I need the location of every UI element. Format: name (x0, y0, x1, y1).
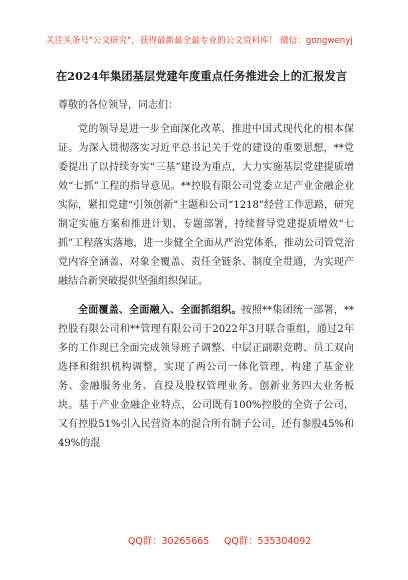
paragraph-1: 党的领导是进一步全面深化改革、推进中国式现代化的根本保证。为深入贯彻落实习近平总书记关于党的建设的重要思想，**党委提出了以持续夯实“三基”建设为重点，大力实施基层党建提质增效“七抓”工程的指导意见。**控股有限公司党委立足产业金融企业实际，紧扣党建“引领创新”主题和公司“1218”经营工作思路，研究制定实施方案和推进计划、专题部署，持续督导党建提质增效“七抓”工程落实落地，进一步健全全面从严治党体系，推动公司管党治党内容全涵盖、对象全覆盖、责任全链条、制度全贯通，为实现产融结合新突破提供坚强组织保证。 (58, 124, 354, 287)
document-title: 在2024年集团基层党建年度重点任务推进会上的汇报发言 (56, 69, 348, 83)
paragraph-2-text: 按照**集团统一部署，**控股有限公司和**管理有限公司于2022年3月联合重组，通过2年多的工作现已全面完成领导班子调整、中层正副职竞聘、员工双向选择和组织机构调整，实现了两公司一体化管理，构建了基金业务、金融服务业务、直投及股权管理业务、创新业务四大业务板块。基于产业金融企业特点，公司既有100%控股的全资子公司，又有控股51%引入民营资本的混合所有制子公司，还有参股45%和49%的混 (58, 305, 355, 449)
paragraph-2-lead: 全面覆盖、全面融入、全面抓组织。 (78, 305, 242, 316)
footer-qq-group-1: QQ群：30265665 (128, 536, 210, 547)
paragraph-2 (58, 301, 354, 453)
greeting: 尊敬的各位领导，同志们： (58, 100, 178, 111)
footer-qq-group-2: QQ群：535304092 (224, 536, 312, 547)
header-banner: 关注头条号"公文研究"，获得最新最全最专业的公文资料库！ 微信：gongwenyj (46, 36, 353, 46)
document-body (58, 120, 354, 463)
